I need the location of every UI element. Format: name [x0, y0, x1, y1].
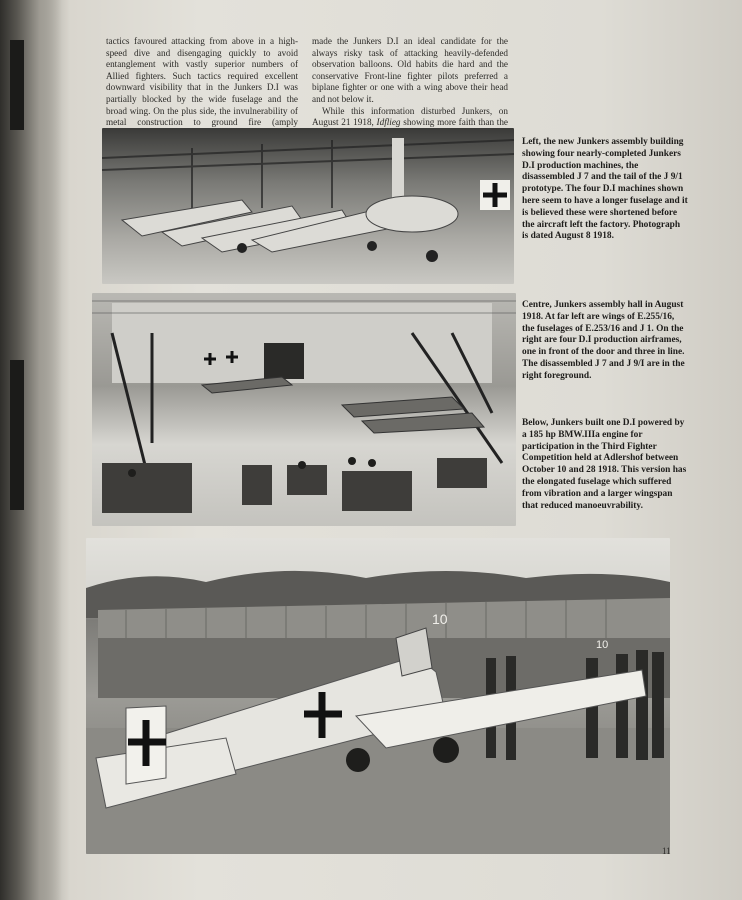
hangar-number-right: 10	[596, 639, 609, 651]
photo-adlershof-aircraft	[86, 538, 670, 854]
body-text-italic: Idflieg	[376, 117, 401, 128]
caption-bottom-photo: Below, Junkers built one D.I powered by a 185 hp BMW.IIIa engine for participation in the Third Fighter Competition held at Adlershof between October 10 and 28 1918. This version has the elongated fuselage which suffered from vibration and a larger wingspan that reduced manoeuvrability.	[522, 418, 687, 511]
caption-centre-photo: Centre, Junkers assembly hall in August 1918. At far left are wings of E.255/16, the fuselages of E.253/16 and J 1. On the right are four D.I production airframes, one in front of the door and three in line. The disassembled J 7 and J 9/I are in the right foreground.	[522, 300, 685, 381]
body-column-left	[106, 36, 298, 140]
body-text-run: While this information disturbed Junkers, on August 21 1918,	[312, 105, 508, 128]
page-number: 11	[662, 846, 671, 856]
book-binding	[0, 0, 62, 900]
body-column-right	[312, 36, 508, 140]
body-paragraph: made the Junkers D.I an ideal candidate for the always risky task of attacking heavily-defended observation balloons. Old habits die hard and the conservative Front-line fighter pilots preferred a biplane fighter or one with a wing above their head and not below it.	[312, 36, 508, 104]
hangar-number-left: 10	[432, 611, 448, 627]
photo-assembly-hall	[92, 293, 516, 526]
caption-top-photo: Left, the new Junkers assembly building showing four nearly-completed Junkers D.I production machines, the disassembled J 7 and the tail of the J 9/1 prototype. The four D.I machines shown here seem to have a longer fuselage and it is believed these were shortened before the aircraft left the factory. Photograph is dated August 8 1918.	[522, 137, 688, 242]
body-paragraph: tactics favoured attacking from above in a high-speed dive and disengaging quickly to avoid entanglement with vastly superior numbers of Allied fighters. Such tactics required excellent downward visibility that in the Junkers D.I was partially blocked by the wide fuselage and the broad wing. On the plus side, the invulnerability of metal construction to ground fire (amply	[106, 36, 298, 128]
body-text-run: showing more faith than the	[403, 117, 508, 128]
photo-assembly-building	[102, 128, 514, 284]
